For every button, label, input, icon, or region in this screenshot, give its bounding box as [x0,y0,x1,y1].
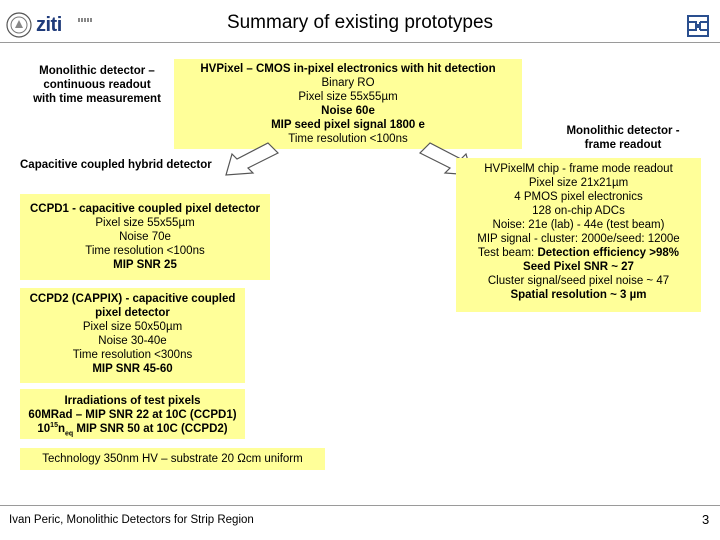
monolithic-continuous-label: Monolithic detector – continuous readout with time measurement [33,65,161,105]
hvpixelm-box: HVPixelM chip - frame mode readout Pixel size 21x21µm 4 PMOS pixel electronics 128 on-chip ADCs Noise: 21e (lab) - 44e (test beam) MIP signal - cluster: 2000e/seed: 1200e Test beam: Detection efficiency >98% Seed Pixel SNR ~ 27 Cluster signal/seed pixel noise ~ 47 Spatial resolution ~ 3 µm [456,158,701,312]
ccpd2-box: CCPD2 (CAPPIX) - capacitive coupled pixel detector Pixel size 50x50µm Noise 30-40e Time resolution <300ns MIP SNR 45-60 [20,288,245,383]
hvpixel-box: HVPixel – CMOS in-pixel electronics with hit detection Binary RO Pixel size 55x55µm Noise 60e MIP seed pixel signal 1800 e Time resolution <100ns [174,59,522,149]
irradiations-box: Irradiations of test pixels 60MRad – MIP SNR 22 at 10C (CCPD1) $10^{15}n_{eq}$ MIP SNR 50 at 10C (CCPD2) [20,389,245,439]
monolithic-frame-label: Monolithic detector - frame readout [566,125,680,151]
footer-text: Ivan Peric, Monolithic Detectors for Strip Region [9,514,254,526]
page-number: 3 [702,512,710,527]
technology-box: Technology 350nm HV – substrate 20 Ωcm uniform [20,448,325,470]
ziti-logo-text: ziti [36,14,62,36]
ccpd1-box: CCPD1 - capacitive coupled pixel detector Pixel size 55x55µm Noise 70e Time resolution <100ns MIP SNR 25 [20,194,270,280]
page-title: Summary of existing prototypes [226,12,494,33]
capacitive-hybrid-label: Capacitive coupled hybrid detector [20,159,212,171]
footer-rule [0,505,720,506]
hvpixel-title: HVPixel – CMOS in-pixel electronics with hit detection [200,63,496,75]
